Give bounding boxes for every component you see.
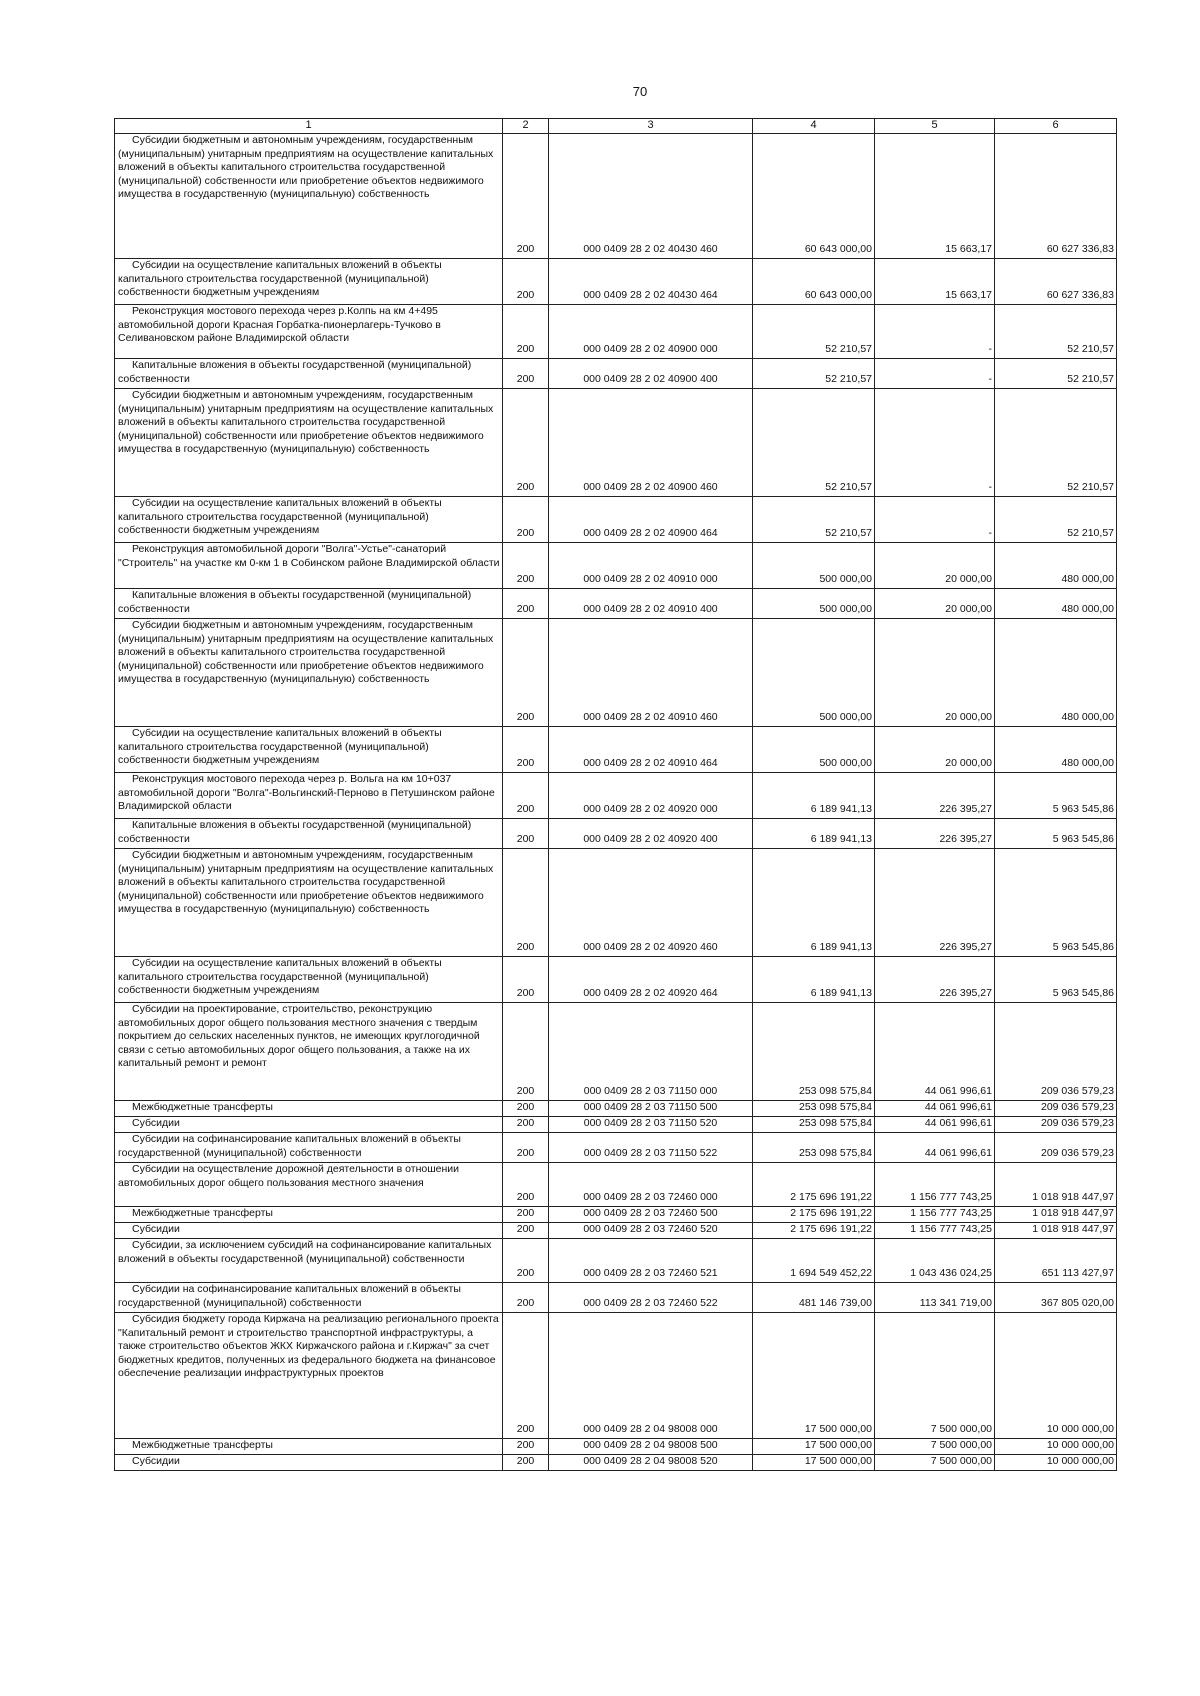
unexecuted-amount-cell: 5 963 545,86 [995, 957, 1117, 1003]
unexecuted-amount-cell: 5 963 545,86 [995, 819, 1117, 849]
budget-code-cell: 000 0409 28 2 03 72460 521 [549, 1239, 753, 1283]
budget-code-cell: 000 0409 28 2 02 40430 460 [549, 134, 753, 259]
budget-code-cell: 000 0409 28 2 02 40920 464 [549, 957, 753, 1003]
admin-code-cell: 200 [503, 1455, 549, 1471]
row-name-cell: Капитальные вложения в объекты государственной (муниципальной) собственности [115, 819, 503, 849]
table-row [115, 773, 1117, 819]
unexecuted-amount-cell: 5 963 545,86 [995, 773, 1117, 819]
table-row [115, 619, 1117, 727]
table-row [115, 727, 1117, 773]
approved-amount-cell: 6 189 941,13 [753, 819, 875, 849]
admin-code-cell: 200 [503, 819, 549, 849]
admin-code-cell: 200 [503, 957, 549, 1003]
budget-code-cell: 000 0409 28 2 02 40900 464 [549, 497, 753, 543]
budget-code-cell: 000 0409 28 2 04 98008 520 [549, 1455, 753, 1471]
approved-amount-cell: 500 000,00 [753, 619, 875, 727]
table-row [115, 957, 1117, 1003]
row-name-cell: Субсидии на осуществление капитальных вложений в объекты капитального строительства государственной (муниципальной) собственности бюджетным учреждениям [115, 259, 503, 305]
row-name-cell: Субсидии на осуществление дорожной деятельности в отношении автомобильных дорог общего пользования местного значения [115, 1163, 503, 1207]
table-row [115, 1239, 1117, 1283]
admin-code-cell: 200 [503, 359, 549, 389]
unexecuted-amount-cell: 1 018 918 447,97 [995, 1223, 1117, 1239]
executed-amount-cell: 1 156 777 743,25 [875, 1207, 995, 1223]
budget-code-cell: 000 0409 28 2 02 40920 400 [549, 819, 753, 849]
table-row [115, 359, 1117, 389]
unexecuted-amount-cell: 60 627 336,83 [995, 134, 1117, 259]
unexecuted-amount-cell: 52 210,57 [995, 389, 1117, 497]
unexecuted-amount-cell: 480 000,00 [995, 727, 1117, 773]
admin-code-cell: 200 [503, 1313, 549, 1439]
row-name-cell: Субсидии на осуществление капитальных вложений в объекты капитального строительства государственной (муниципальной) собственности бюджетным учреждениям [115, 497, 503, 543]
row-name-cell: Субсидии на софинансирование капитальных вложений в объекты государственной (муниципальной) собственности [115, 1283, 503, 1313]
executed-amount-cell: - [875, 497, 995, 543]
unexecuted-amount-cell: 52 210,57 [995, 305, 1117, 359]
approved-amount-cell: 253 098 575,84 [753, 1117, 875, 1133]
unexecuted-amount-cell: 480 000,00 [995, 619, 1117, 727]
table-row [115, 1133, 1117, 1163]
table-row [115, 1439, 1117, 1455]
header-cell: 4 [753, 119, 875, 134]
table-row [115, 134, 1117, 259]
row-name-cell: Реконструкция автомобильной дороги "Волга"-Устье"-санаторий "Строитель" на участке км 0-км 1 в Собинском районе Владимирской области [115, 543, 503, 589]
budget-code-cell: 000 0409 28 2 03 72460 520 [549, 1223, 753, 1239]
approved-amount-cell: 2 175 696 191,22 [753, 1207, 875, 1223]
admin-code-cell: 200 [503, 305, 549, 359]
table-row [115, 1455, 1117, 1471]
admin-code-cell: 200 [503, 1283, 549, 1313]
budget-code-cell: 000 0409 28 2 02 40900 460 [549, 389, 753, 497]
table-row [115, 543, 1117, 589]
approved-amount-cell: 60 643 000,00 [753, 134, 875, 259]
executed-amount-cell: 226 395,27 [875, 819, 995, 849]
executed-amount-cell: 226 395,27 [875, 849, 995, 957]
table-row [115, 389, 1117, 497]
table-row [115, 1283, 1117, 1313]
approved-amount-cell: 6 189 941,13 [753, 957, 875, 1003]
approved-amount-cell: 52 210,57 [753, 305, 875, 359]
budget-code-cell: 000 0409 28 2 02 40910 000 [549, 543, 753, 589]
budget-code-cell: 000 0409 28 2 02 40910 460 [549, 619, 753, 727]
executed-amount-cell: 7 500 000,00 [875, 1439, 995, 1455]
unexecuted-amount-cell: 209 036 579,23 [995, 1101, 1117, 1117]
admin-code-cell: 200 [503, 1223, 549, 1239]
approved-amount-cell: 253 098 575,84 [753, 1101, 875, 1117]
executed-amount-cell: 20 000,00 [875, 727, 995, 773]
budget-code-cell: 000 0409 28 2 02 40900 400 [549, 359, 753, 389]
executed-amount-cell: 113 341 719,00 [875, 1283, 995, 1313]
header-cell: 3 [549, 119, 753, 134]
row-name-cell: Субсидии бюджетным и автономным учреждениям, государственным (муниципальным) унитарным предприятиям на осуществление капитальных вложений в объекты капитального строительства государственной (муниципальной) собственности или приобретение объектов недвижимого имущества в государственную (муниципальную) собственность [115, 849, 503, 957]
approved-amount-cell: 253 098 575,84 [753, 1133, 875, 1163]
approved-amount-cell: 500 000,00 [753, 727, 875, 773]
row-name-cell: Реконструкция мостового перехода через р. Вольга на км 10+037 автомобильной дороги "Волга"-Вольгинский-Перново в Петушинском районе Владимирской области [115, 773, 503, 819]
executed-amount-cell: 44 061 996,61 [875, 1117, 995, 1133]
approved-amount-cell: 52 210,57 [753, 389, 875, 497]
budget-code-cell: 000 0409 28 2 02 40920 000 [549, 773, 753, 819]
table-row [115, 1163, 1117, 1207]
row-name-cell: Субсидии на осуществление капитальных вложений в объекты капитального строительства государственной (муниципальной) собственности бюджетным учреждениям [115, 727, 503, 773]
unexecuted-amount-cell: 209 036 579,23 [995, 1117, 1117, 1133]
admin-code-cell: 200 [503, 589, 549, 619]
executed-amount-cell: 7 500 000,00 [875, 1455, 995, 1471]
admin-code-cell: 200 [503, 773, 549, 819]
budget-code-cell: 000 0409 28 2 03 71150 000 [549, 1003, 753, 1101]
unexecuted-amount-cell: 1 018 918 447,97 [995, 1163, 1117, 1207]
approved-amount-cell: 17 500 000,00 [753, 1439, 875, 1455]
row-name-cell: Субсидии бюджетным и автономным учреждениям, государственным (муниципальным) унитарным предприятиям на осуществление капитальных вложений в объекты капитального строительства государственной (муниципальной) собственности или приобретение объектов недвижимого имущества в государственную (муниципальную) собственность [115, 619, 503, 727]
table-row [115, 849, 1117, 957]
unexecuted-amount-cell: 367 805 020,00 [995, 1283, 1117, 1313]
admin-code-cell: 200 [503, 389, 549, 497]
unexecuted-amount-cell: 209 036 579,23 [995, 1133, 1117, 1163]
row-name-cell: Межбюджетные трансферты [115, 1207, 503, 1223]
unexecuted-amount-cell: 651 113 427,97 [995, 1239, 1117, 1283]
approved-amount-cell: 17 500 000,00 [753, 1455, 875, 1471]
executed-amount-cell: 7 500 000,00 [875, 1313, 995, 1439]
executed-amount-cell: - [875, 389, 995, 497]
executed-amount-cell: 1 156 777 743,25 [875, 1163, 995, 1207]
row-name-cell: Капитальные вложения в объекты государственной (муниципальной) собственности [115, 359, 503, 389]
unexecuted-amount-cell: 209 036 579,23 [995, 1003, 1117, 1101]
admin-code-cell: 200 [503, 134, 549, 259]
executed-amount-cell: - [875, 305, 995, 359]
executed-amount-cell: 44 061 996,61 [875, 1003, 995, 1101]
unexecuted-amount-cell: 5 963 545,86 [995, 849, 1117, 957]
table-row [115, 589, 1117, 619]
executed-amount-cell: 20 000,00 [875, 589, 995, 619]
table-row [115, 1207, 1117, 1223]
approved-amount-cell: 500 000,00 [753, 589, 875, 619]
budget-code-cell: 000 0409 28 2 02 40910 464 [549, 727, 753, 773]
admin-code-cell: 200 [503, 497, 549, 543]
admin-code-cell: 200 [503, 259, 549, 305]
budget-code-cell: 000 0409 28 2 03 71150 520 [549, 1117, 753, 1133]
admin-code-cell: 200 [503, 1101, 549, 1117]
unexecuted-amount-cell: 52 210,57 [995, 359, 1117, 389]
admin-code-cell: 200 [503, 1117, 549, 1133]
budget-code-cell: 000 0409 28 2 03 72460 000 [549, 1163, 753, 1207]
row-name-cell: Субсидии [115, 1223, 503, 1239]
table-row [115, 1003, 1117, 1101]
budget-code-cell: 000 0409 28 2 02 40430 464 [549, 259, 753, 305]
budget-code-cell: 000 0409 28 2 03 71150 500 [549, 1101, 753, 1117]
unexecuted-amount-cell: 10 000 000,00 [995, 1455, 1117, 1471]
executed-amount-cell: 44 061 996,61 [875, 1101, 995, 1117]
approved-amount-cell: 481 146 739,00 [753, 1283, 875, 1313]
approved-amount-cell: 1 694 549 452,22 [753, 1239, 875, 1283]
admin-code-cell: 200 [503, 543, 549, 589]
approved-amount-cell: 2 175 696 191,22 [753, 1223, 875, 1239]
approved-amount-cell: 17 500 000,00 [753, 1313, 875, 1439]
row-name-cell: Субсидии на проектирование, строительство, реконструкцию автомобильных дорог общего пользования местного значения с твердым покрытием до сельских населенных пунктов, не имеющих круглогодичной связи с сетью автомобильных дорог общего пользования, а также на их капитальный ремонт и ремонт [115, 1003, 503, 1101]
executed-amount-cell: 1 043 436 024,25 [875, 1239, 995, 1283]
approved-amount-cell: 253 098 575,84 [753, 1003, 875, 1101]
header-cell: 6 [995, 119, 1117, 134]
row-name-cell: Межбюджетные трансферты [115, 1439, 503, 1455]
row-name-cell: Субсидии, за исключением субсидий на софинансирование капитальных вложений в объекты государственной (муниципальной) собственности [115, 1239, 503, 1283]
unexecuted-amount-cell: 480 000,00 [995, 589, 1117, 619]
table-row [115, 305, 1117, 359]
table-row [115, 497, 1117, 543]
admin-code-cell: 200 [503, 1133, 549, 1163]
budget-table [114, 118, 1117, 1471]
table-header-row [115, 119, 1117, 134]
row-name-cell: Субсидии [115, 1455, 503, 1471]
budget-code-cell: 000 0409 28 2 02 40900 000 [549, 305, 753, 359]
approved-amount-cell: 500 000,00 [753, 543, 875, 589]
budget-code-cell: 000 0409 28 2 04 98008 500 [549, 1439, 753, 1455]
unexecuted-amount-cell: 10 000 000,00 [995, 1439, 1117, 1455]
row-name-cell: Субсидии [115, 1117, 503, 1133]
admin-code-cell: 200 [503, 1207, 549, 1223]
admin-code-cell: 200 [503, 1163, 549, 1207]
admin-code-cell: 200 [503, 1003, 549, 1101]
unexecuted-amount-cell: 52 210,57 [995, 497, 1117, 543]
table-row [115, 1117, 1117, 1133]
executed-amount-cell: 15 663,17 [875, 259, 995, 305]
executed-amount-cell: 20 000,00 [875, 543, 995, 589]
executed-amount-cell: - [875, 359, 995, 389]
page-number: 70 [632, 84, 648, 99]
executed-amount-cell: 226 395,27 [875, 957, 995, 1003]
budget-code-cell: 000 0409 28 2 03 72460 500 [549, 1207, 753, 1223]
row-name-cell: Субсидии на софинансирование капитальных вложений в объекты государственной (муниципальной) собственности [115, 1133, 503, 1163]
unexecuted-amount-cell: 1 018 918 447,97 [995, 1207, 1117, 1223]
approved-amount-cell: 2 175 696 191,22 [753, 1163, 875, 1207]
budget-code-cell: 000 0409 28 2 02 40920 460 [549, 849, 753, 957]
row-name-cell: Субсидии бюджетным и автономным учреждениям, государственным (муниципальным) унитарным предприятиям на осуществление капитальных вложений в объекты капитального строительства государственной (муниципальной) собственности или приобретение объектов недвижимого имущества в государственную (муниципальную) собственность [115, 134, 503, 259]
table-row [115, 819, 1117, 849]
table-row [115, 1223, 1117, 1239]
approved-amount-cell: 6 189 941,13 [753, 773, 875, 819]
executed-amount-cell: 226 395,27 [875, 773, 995, 819]
row-name-cell: Субсидии бюджетным и автономным учреждениям, государственным (муниципальным) унитарным предприятиям на осуществление капитальных вложений в объекты капитального строительства государственной (муниципальной) собственности или приобретение объектов недвижимого имущества в государственную (муниципальную) собственность [115, 389, 503, 497]
row-name-cell: Реконструкция мостового перехода через р.Колпь на км 4+495 автомобильной дороги Красная Горбатка-пионерлагерь-Тучково в Селивановском районе Владимирской области [115, 305, 503, 359]
unexecuted-amount-cell: 480 000,00 [995, 543, 1117, 589]
row-name-cell: Капитальные вложения в объекты государственной (муниципальной) собственности [115, 589, 503, 619]
approved-amount-cell: 52 210,57 [753, 497, 875, 543]
budget-code-cell: 000 0409 28 2 03 71150 522 [549, 1133, 753, 1163]
unexecuted-amount-cell: 60 627 336,83 [995, 259, 1117, 305]
executed-amount-cell: 1 156 777 743,25 [875, 1223, 995, 1239]
executed-amount-cell: 20 000,00 [875, 619, 995, 727]
budget-code-cell: 000 0409 28 2 03 72460 522 [549, 1283, 753, 1313]
header-cell: 5 [875, 119, 995, 134]
row-name-cell: Межбюджетные трансферты [115, 1101, 503, 1117]
budget-code-cell: 000 0409 28 2 04 98008 000 [549, 1313, 753, 1439]
admin-code-cell: 200 [503, 619, 549, 727]
budget-code-cell: 000 0409 28 2 02 40910 400 [549, 589, 753, 619]
row-name-cell: Субсидии на осуществление капитальных вложений в объекты капитального строительства государственной (муниципальной) собственности бюджетным учреждениям [115, 957, 503, 1003]
header-cell: 1 [115, 119, 503, 134]
admin-code-cell: 200 [503, 727, 549, 773]
table-row [115, 1101, 1117, 1117]
table-row [115, 259, 1117, 305]
executed-amount-cell: 15 663,17 [875, 134, 995, 259]
header-cell: 2 [503, 119, 549, 134]
executed-amount-cell: 44 061 996,61 [875, 1133, 995, 1163]
row-name-cell: Субсидия бюджету города Киржача на реализацию регионального проекта "Капитальный ремонт и строительство транспортной инфраструктуры, а также строительство объектов ЖКХ Киржачского района и г.Киржач" за счет бюджетных кредитов, полученных из федерального бюджета на финансовое обеспечение реализации инфраструктурных проектов [115, 1313, 503, 1439]
admin-code-cell: 200 [503, 849, 549, 957]
table-row [115, 1313, 1117, 1439]
approved-amount-cell: 6 189 941,13 [753, 849, 875, 957]
unexecuted-amount-cell: 10 000 000,00 [995, 1313, 1117, 1439]
admin-code-cell: 200 [503, 1239, 549, 1283]
admin-code-cell: 200 [503, 1439, 549, 1455]
approved-amount-cell: 60 643 000,00 [753, 259, 875, 305]
approved-amount-cell: 52 210,57 [753, 359, 875, 389]
